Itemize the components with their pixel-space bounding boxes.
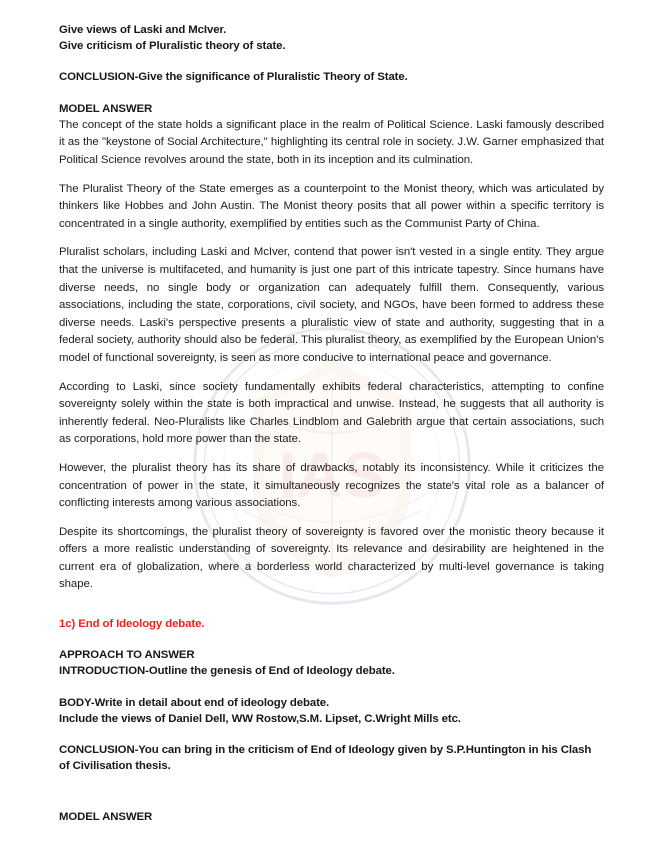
conclusion-line-1: CONCLUSION-You can bring in the criticism of End of Ideology given by S.P.Huntington in his Clash <box>59 744 592 757</box>
approach-conclusion-line: CONCLUSION-Give the significance of Pluralistic Theory of State. <box>59 71 408 84</box>
body-line-2: Include the views of Daniel Dell, WW Rostow,S.M. Lipset, C.Wright Mills etc. <box>59 712 461 725</box>
introduction-line: INTRODUCTION-Outline the genesis of End of Ideology debate. <box>59 665 395 678</box>
approach-line-give-views: Give views of Laski and McIver. <box>59 24 227 36</box>
svg-text:IAS: IAS <box>278 438 386 511</box>
model-answer-paragraph-5: However, the pluralist theory has its share of drawbacks, notably its inconsistency. While it criticizes the concentration of power in the state, it simultaneously recognizes the state's vital role as a balancer of conflicting interests among various associations. <box>59 461 604 510</box>
model-answer-paragraph-2: The Pluralist Theory of the State emerges as a counterpoint to the Monist theory, which was articulated by thinkers like Hobbes and John Austin. The Monist theory posits that all power within a specific territory is concentrated in a single authority, exemplified by entities such as the Communist Party of China. <box>59 182 604 230</box>
model-answer-label-2: MODEL ANSWER <box>59 811 153 824</box>
model-answer-paragraph-3: Pluralist scholars, including Laski and McIver, contend that power isn't vested in a single entity. They argue that the universe is multifaceted, and humanity is just one part of this intricate tapestry. Since humans have diverse needs, no single body or organization can adequately fulfill them. Consequently, various associations, including the state, corporations, civil society, and NGOs, have been formed to address these diverse needs. Laski's perspective presents a pluralistic view of state and authority, suggesting that in a federal society, authority should also be federal. This pluralist theory, as exemplified by the European Union's model of functional sovereignty, is seen as more conducive to international peace and governance. <box>59 246 604 364</box>
model-answer-paragraph-1: The concept of the state holds a significant place in the realm of Political Science. Laski famously described it as the "keystone of Social Architecture," highlighting its central role in society. J.W. Garner emphasized that Political Science revolves around the state, both in its inception and its culmination. <box>59 118 604 166</box>
approach-to-answer-label: APPROACH TO ANSWER <box>59 649 195 662</box>
document-content <box>59 22 604 826</box>
model-answer-paragraph-4: According to Laski, since society fundamentally exhibits federal characteristics, attempting to confine sovereignty solely within the state is both impractical and unwise. Instead, he suggests that all authority is inherently federal. Neo-Pluralists like Charles Lindblom and Galebrith argue that certain associations, such as corporations, hold more power than the state. <box>59 380 604 446</box>
body-line-1: BODY-Write in detail about end of ideology debate. <box>59 696 330 709</box>
question-1c-title: 1c) End of Ideology debate. <box>59 618 205 631</box>
model-answer-label-1: MODEL ANSWER <box>59 102 153 115</box>
model-answer-paragraph-6: Despite its shortcomings, the pluralist theory of sovereignty is favored over the monistic theory because it offers a more realistic understanding of sovereignty. Its relevance and desirability are heightened in the current era of globalization, where a borderless world characterized by multi-level governance is taking shape. <box>59 525 604 591</box>
conclusion-line-2: of Civilisation thesis. <box>59 760 171 773</box>
approach-line-give-criticism: Give criticism of Pluralistic theory of state. <box>59 40 286 53</box>
